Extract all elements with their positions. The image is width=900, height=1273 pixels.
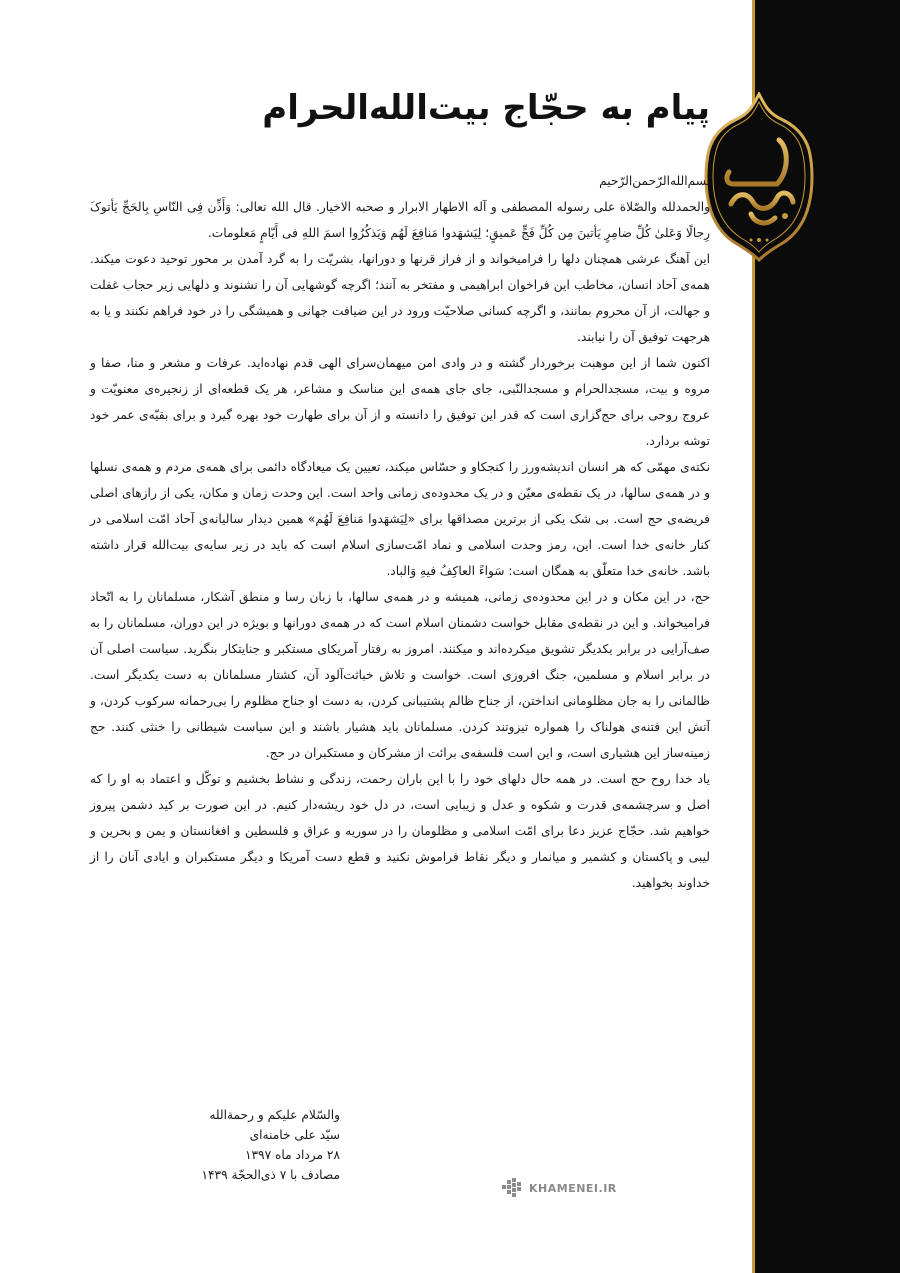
khamenei-ir-logo-icon [500, 1176, 524, 1200]
basmala: بسم‌الله‌الرّحمن‌الرّحیم [599, 174, 710, 188]
site-logo[interactable] [500, 1173, 625, 1203]
signature-date-lunar: مصادف با ۷ ذی‌الحجّة ۱۴۳۹ [201, 1168, 340, 1182]
message-paragraph: اکنون شما از این موهبت برخوردار گشته و در وادی امن میهمان‌سرای الهی قدم نهاده‌اید. عرفات و مشعر و منا، صفا و مروه و بیت، مسجدالحرام و مسجدالنّبی، جای جای همه‌ی این مناسک و مشاعر، هر یک قطعه‌ای از زنجیره‌ی معنویّت و عروج روحی برای حج‌گزاری است که قدر این توفیق را دانسته و از آن برای طهارت خود بهره گیرد و برای بقیّه‌ی عمر خود توشه بردارد. [90, 356, 710, 448]
site-logo-name: KHAMENEI.IR [529, 1181, 617, 1195]
page-title: پیام به حجّاج بیت‌الله‌الحرام [262, 88, 710, 128]
message-paragraph: این آهنگ عرشی همچنان دلها را فرامیخواند و از فراز قرنها و دورانها، بشریّت را به گرد آمدن بر محور توحید دعوت میکند. همه‌ی آحاد انسان، مخاطب این فراخوان ابراهیمی و مفتخر به آنند؛ اگرچه گوشهایی آن را نشنوند و دلهایی زیر حجاب غفلت و جهالت، از آن محروم بمانند، و اگرچه کسانی صلاحیّت ورود در این ضیافت جهانی و همیشگی را در خود فراهم نکنند و یا به هرجهت توفیق آن را نیابند. [90, 252, 710, 344]
message-paragraph: نکته‌ی مهمّی که هر انسان اندیشه‌ورز را کنجکاو و حسّاس میکند، تعیین یک میعادگاه دائمی برای همه‌ی مردم و همه‌ی نسلها و در همه‌ی سالها، در یک نقطه‌ی معیّن و در یک محدوده‌ی زمانی واحد است. این وحدت زمان و مکان، یکی از رازهای اصلی فریضه‌ی حج است. بی شک یکی از برترین مصداقها برای «لِیَشهَدوا مَنافِعَ لَهُم» همین دیدار سالیانه‌ی آحاد امّت اسلامی در کنار خانه‌ی خدا است. این، رمز وحدت اسلامی و نماد امّت‌سازی اسلام است که باید در زیر سایه‌ی بیت‌الله قرار داشته باشد. خانه‌ی خدا متعلّق به همگان است: سَواءً العاکِفُ فیهِ وَالباد. [90, 460, 710, 578]
message-paragraph: والحمدلله والصّلاة علی رسوله المصطفی و آله الاطهار الابرار و صحبه الاخیار. قال الله تعالی: وَأَذِّن فِی النّاسِ بِالحَجِّ یَأتوکَ رِجالًا وَعَلیٰ کُلِّ ضامِرٍ یَأتینَ مِن کُلِّ فَجٍّ عَمیقٍ؛ لِیَشهَدوا مَنافِعَ لَهُم وَیَذکُرُوا اسمَ اللهِ فی أَیّامٍ مَعلومات. [90, 200, 710, 240]
message-paragraph: یاد خدا روح حج است. در همه حال دلهای خود را با این باران رحمت، زندگی و نشاط بخشیم و توکّل و اعتماد به او را که اصل و سرچشمه‌ی قدرت و شکوه و عدل و زیبایی است، در دل خود ریشه‌دار کنیم. در این صورت بر کید دشمن پیروز خواهیم شد. حجّاج عزیز دعا برای امّت اسلامی و مظلومان را در سوریه و عراق و فلسطین و افغانستان و یمن و بحرین و لیبی و پاکستان و کشمیر و میانمار و دیگر نقاط فراموش نکنید و قطع دست آمریکا و دیگر مستکبران و ایادی آنان را از خداوند بخواهید. [90, 772, 710, 890]
signature-date-solar: ۲۸ مرداد ماه ۱۳۹۷ [244, 1148, 340, 1162]
message-paragraph: حج، در این مکان و در این محدوده‌ی زمانی، همیشه و در همه‌ی سالها، با زبان رسا و منطق آشکار، مسلمانان را به اتّحاد فرامیخواند. و این در نقطه‌ی مقابل خواست دشمنان اسلام است که در همه‌ی دورانها و بویژه در این دوران، مسلمانان را به صف‌آرایی در برابر یکدیگر تشویق میکرده‌اند و میکنند. امروز به رفتار آمریکای مستکبر و جنایتکار بنگرید. سیاست اصلی آن در برابر اسلام و مسلمین، جنگ افروزی است. خواست و تلاش خباثت‌آلود آن، کشتار مسلمانان به دست یکدیگر است. ظالمانی را به جان مظلومانی انداختن، از جناح ظالم پشتیبانی کردن، به دست او جناح مظلوم را بی‌رحمانه سرکوب کردن، و آتش این فتنه‌ی هولناک را همواره تیزوتند کردن. مسلمانان باید هشیار باشند و این سیاست شیطانی را خنثی کنند. حج زمینه‌ساز این هشیاری است، و این است فلسفه‌ی برائت از مشرکان و مستکبران در حج. [90, 590, 710, 760]
signature-name: سیّد علی خامنه‌ای [249, 1128, 340, 1142]
message-body [90, 168, 710, 896]
signature-block [110, 1105, 340, 1185]
message-content [90, 0, 710, 1273]
allahu-akbar-calligraphy-emblem [703, 92, 815, 262]
signature-closing: والسّلام علیکم و رحمةالله [209, 1108, 340, 1122]
